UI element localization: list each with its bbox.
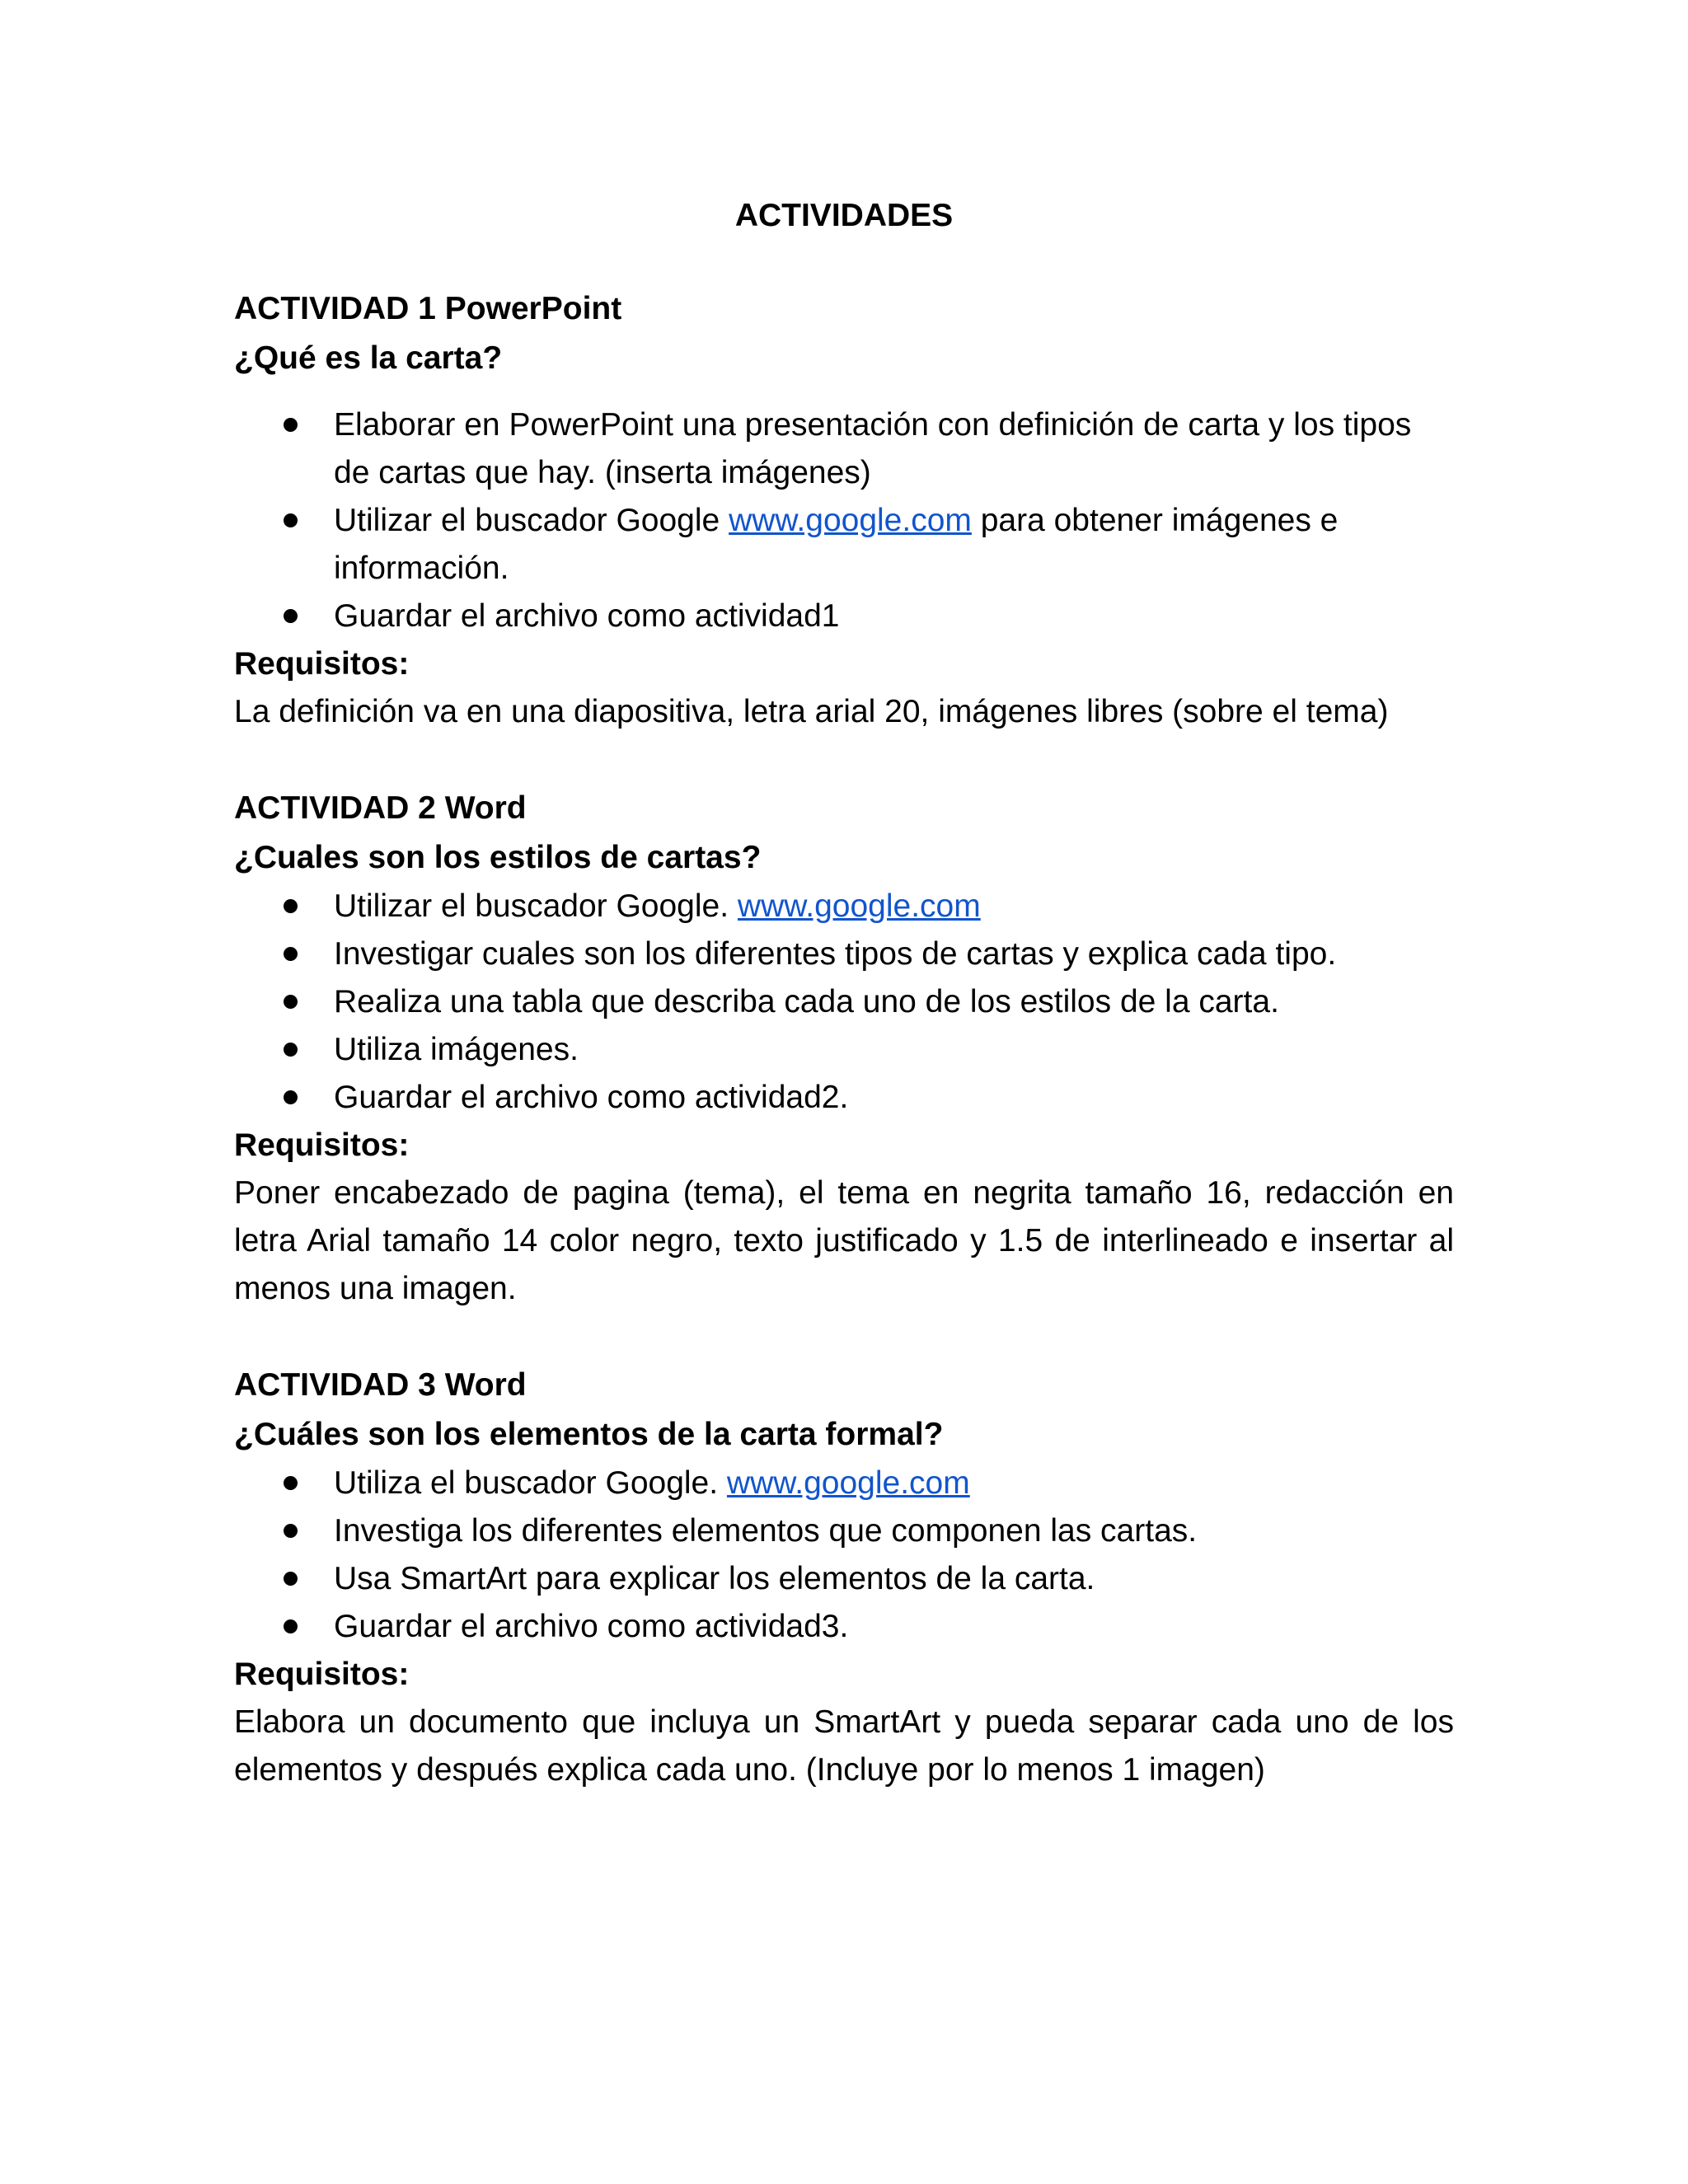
list-item (234, 930, 1454, 978)
bullet-icon (284, 418, 298, 432)
list-item (234, 593, 1454, 640)
list-item-text: Utiliza el buscador Google. (334, 1465, 727, 1501)
activity-3-bullet-list (234, 1460, 1454, 1651)
list-item-text: Guardar el archivo como actividad2. (334, 1080, 849, 1115)
list-item-text: para obtener imágenes e información. (334, 503, 1339, 586)
bullet-icon (284, 1572, 298, 1586)
bullet-icon (284, 1619, 298, 1633)
list-item-text: Utilizar el buscador Google (334, 503, 729, 538)
google-link[interactable]: www.google.com (729, 503, 972, 538)
list-item (234, 978, 1454, 1026)
activity-3-section (234, 1361, 1454, 1794)
bullet-icon (284, 1476, 298, 1490)
activity-3-requirements-text: Elabora un documento que incluya un SmartArt y pueda separar cada uno de los elementos y después explica cada uno. (Incluye por lo menos 1 imagen) (234, 1704, 1454, 1788)
list-item (234, 1507, 1454, 1555)
activity-3-question: ¿Cuáles son los elementos de la carta formal? (234, 1417, 944, 1452)
list-item (234, 1074, 1454, 1122)
list-item-text: Usa SmartArt para explicar los elementos de la carta. (334, 1561, 1095, 1596)
google-link[interactable]: www.google.com (737, 888, 981, 924)
activity-2-bullet-list (234, 883, 1454, 1122)
list-item-text: Realiza una tabla que describa cada uno de los estilos de la carta. (334, 984, 1279, 1019)
activity-2-requirements-text: Poner encabezado de pagina (tema), el tema en negrita tamaño 16, redacción en letra Arial tamaño 14 color negro, texto justificado y 1.5 de interlineado e insertar al menos una imagen. (234, 1175, 1454, 1306)
activity-3-requirements-label: Requisitos: (234, 1657, 410, 1692)
list-item-text: Investigar cuales son los diferentes tipos de cartas y explica cada tipo. (334, 936, 1337, 972)
list-item-text: Elaborar en PowerPoint una presentación con definición de carta y los tipos de cartas que hay. (inserta imágenes) (334, 407, 1412, 490)
list-item (234, 1026, 1454, 1074)
bullet-icon (284, 513, 298, 527)
activity-2-section (234, 784, 1454, 1313)
list-item (234, 401, 1454, 497)
list-item-text: Utiliza imágenes. (334, 1032, 579, 1067)
list-item-text: Guardar el archivo como actividad3. (334, 1609, 849, 1644)
activity-1-requirements-label: Requisitos: (234, 646, 410, 682)
list-item-text: Guardar el archivo como actividad1 (334, 598, 840, 634)
document-page (234, 191, 1454, 1794)
bullet-icon (284, 1043, 298, 1057)
bullet-icon (284, 609, 298, 623)
activity-2-heading: ACTIVIDAD 2 Word (234, 790, 527, 826)
bullet-icon (284, 1524, 298, 1538)
bullet-icon (284, 1090, 298, 1104)
activity-1-requirements-text: La definición va en una diapositiva, letra arial 20, imágenes libres (sobre el tema) (234, 694, 1389, 729)
activity-2-requirements-label: Requisitos: (234, 1127, 410, 1163)
bullet-icon (284, 899, 298, 913)
list-item (234, 1460, 1454, 1507)
document-title: ACTIVIDADES (734, 198, 954, 233)
list-item (234, 497, 1454, 593)
google-link[interactable]: www.google.com (726, 1465, 970, 1501)
bullet-icon (284, 947, 298, 961)
activity-1-bullet-list (234, 401, 1454, 640)
list-item (234, 883, 1454, 930)
list-item (234, 1555, 1454, 1603)
list-item (234, 1603, 1454, 1651)
activity-1-heading: ACTIVIDAD 1 PowerPoint (234, 291, 622, 326)
bullet-icon (284, 995, 298, 1009)
list-item-text: Utilizar el buscador Google. (334, 888, 738, 924)
activity-1-question: ¿Qué es la carta? (234, 340, 503, 376)
activity-1-section (234, 284, 1454, 736)
activity-3-heading: ACTIVIDAD 3 Word (234, 1367, 527, 1403)
list-item-text: Investiga los diferentes elementos que componen las cartas. (334, 1513, 1198, 1549)
activity-2-question: ¿Cuales son los estilos de cartas? (234, 840, 762, 875)
